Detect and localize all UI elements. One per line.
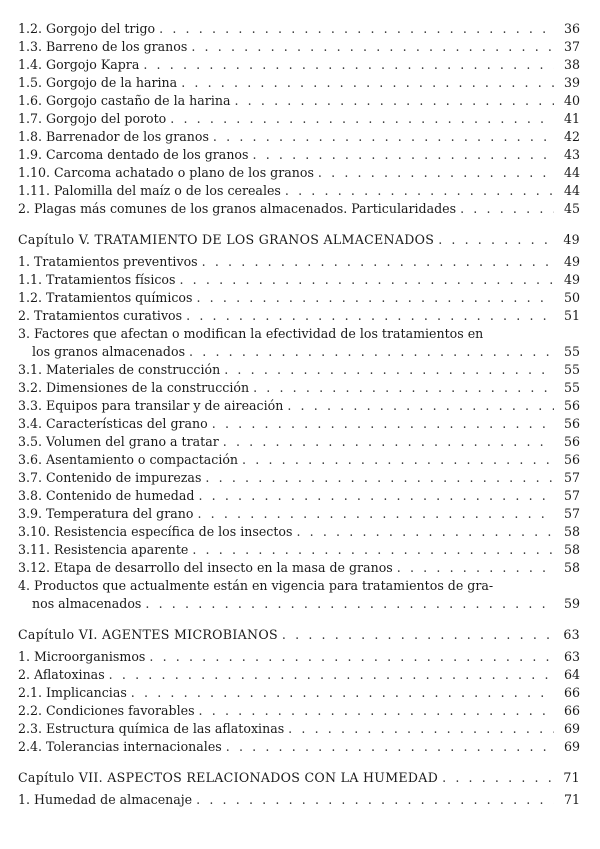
page-number: 64 (563, 667, 580, 682)
dot-leader (186, 307, 554, 325)
toc-entry[interactable] (18, 361, 580, 379)
entry-text: 2. Tratamientos curativos (18, 308, 183, 323)
dot-leader (288, 720, 554, 738)
entry-text: 1.9. Carcoma dentado de los granos (18, 147, 249, 162)
page-number: 55 (563, 380, 580, 395)
page-number: 58 (563, 542, 580, 557)
entry-text: 3.7. Contenido de impurezas (18, 470, 202, 485)
toc-entry[interactable] (18, 164, 580, 182)
toc-entry[interactable] (18, 289, 580, 307)
page-number: 56 (563, 398, 580, 413)
entry-text: 3.4. Características del grano (18, 416, 208, 431)
page-number: 57 (563, 506, 580, 521)
toc-entry[interactable] (18, 523, 580, 541)
toc-entry[interactable] (18, 38, 580, 56)
entry-text: 1.2. Tratamientos químicos (18, 290, 193, 305)
toc-entry[interactable] (18, 433, 580, 451)
page-number: 49 (563, 232, 580, 247)
dot-leader (202, 253, 554, 271)
toc-entry[interactable] (18, 92, 580, 110)
entry-text-line1: 4. Productos que actualmente están en vigencia para tratamientos de gra- (18, 578, 494, 593)
dot-leader (170, 110, 554, 128)
entry-text: 3.2. Dimensiones de la construcción (18, 380, 250, 395)
toc-entry[interactable] (18, 182, 580, 200)
toc-chapter-5[interactable] (18, 231, 580, 249)
dot-leader (224, 361, 554, 379)
dot-leader (253, 379, 554, 397)
chapter-title: Capítulo VI. AGENTES MICROBIANOS (18, 627, 278, 642)
page-number: 59 (563, 596, 580, 611)
toc-entry[interactable] (18, 487, 580, 505)
dot-leader (198, 487, 554, 505)
dot-leader (242, 451, 554, 469)
toc-entry[interactable] (18, 415, 580, 433)
dot-leader (252, 146, 554, 164)
toc-entry[interactable] (18, 791, 580, 809)
toc-entry[interactable] (18, 505, 580, 523)
toc-chapter-7[interactable] (18, 769, 580, 787)
entry-text: 2. Plagas más comunes de los granos almacenados. Particularidades (18, 201, 457, 216)
dot-leader (181, 74, 554, 92)
dot-leader (442, 769, 554, 787)
page-number: 58 (563, 560, 580, 575)
entry-text: 2. Aflatoxinas (18, 667, 105, 682)
page-number: 49 (563, 272, 580, 287)
page-number: 44 (563, 183, 580, 198)
page-number: 69 (563, 739, 580, 754)
entry-text: 2.2. Condiciones favorables (18, 703, 195, 718)
entry-text-line2: nos almacenados (32, 596, 142, 611)
chapter-title: Capítulo VII. ASPECTOS RELACIONADOS CON LA HUMEDAD (18, 770, 439, 785)
page-number: 66 (563, 703, 580, 718)
dot-leader (205, 469, 554, 487)
entry-text: 3.10. Resistencia específica de los insectos (18, 524, 293, 539)
dot-leader (212, 415, 554, 433)
entry-text: 1. Tratamientos preventivos (18, 254, 198, 269)
entry-text: 3.8. Contenido de humedad (18, 488, 195, 503)
dot-leader (199, 702, 554, 720)
toc-entry[interactable] (18, 720, 580, 738)
dot-leader (318, 164, 554, 182)
toc-entry[interactable] (18, 56, 580, 74)
page-number: 66 (563, 685, 580, 700)
page-number: 71 (563, 792, 580, 807)
entry-text: 1.8. Barrenador de los granos (18, 129, 209, 144)
page-number: 44 (563, 165, 580, 180)
dot-leader (287, 397, 554, 415)
toc-entry[interactable] (18, 397, 580, 415)
page-number: 58 (563, 524, 580, 539)
page-number: 56 (563, 452, 580, 467)
toc-entry[interactable] (18, 379, 580, 397)
entry-text: 1. Humedad de almacenaje (18, 792, 193, 807)
toc-entry[interactable] (18, 200, 580, 218)
dot-leader (196, 791, 554, 809)
entry-text: 2.3. Estructura química de las aflatoxinas (18, 721, 285, 736)
entry-text: 1.10. Carcoma achatado o plano de los granos (18, 165, 314, 180)
entry-text: 3.9. Temperatura del grano (18, 506, 194, 521)
toc-entry[interactable] (18, 666, 580, 684)
dot-leader (159, 20, 554, 38)
dot-leader (460, 200, 554, 218)
entry-text: 3.1. Materiales de construcción (18, 362, 221, 377)
entry-text: 1. Microorganismos (18, 649, 146, 664)
dot-leader (213, 128, 554, 146)
page-number: 39 (563, 75, 580, 90)
page-number: 56 (563, 416, 580, 431)
toc-entry[interactable] (18, 110, 580, 128)
toc-group-pests (18, 20, 580, 218)
page-number: 36 (563, 21, 580, 36)
page-number: 45 (563, 201, 580, 216)
dot-leader (131, 684, 554, 702)
dot-leader (143, 56, 554, 74)
toc-entry[interactable] (18, 702, 580, 720)
dot-leader (226, 738, 554, 756)
page-number: 40 (563, 93, 580, 108)
entry-text: 3.12. Etapa de desarrollo del insecto en la masa de granos (18, 560, 393, 575)
dot-leader (109, 666, 554, 684)
entry-text: 1.11. Palomilla del maíz o de los cereales (18, 183, 281, 198)
page-number: 55 (563, 362, 580, 377)
entry-text: 1.6. Gorgojo castaño de la harina (18, 93, 231, 108)
toc-entry-products[interactable] (18, 577, 580, 613)
dot-leader (223, 433, 554, 451)
page-number: 51 (563, 308, 580, 323)
chapter-title: Capítulo V. TRATAMIENTO DE LOS GRANOS ALMACENADOS (18, 232, 435, 247)
dot-leader (196, 289, 554, 307)
entry-text: 2.4. Tolerancias internacionales (18, 739, 222, 754)
toc-entry[interactable] (18, 146, 580, 164)
toc-entry[interactable] (18, 648, 580, 666)
page-number: 57 (563, 488, 580, 503)
dot-leader (192, 541, 554, 559)
entry-text-line1: 3. Factores que afectan o modifican la efectividad de los tratamientos en (18, 326, 484, 341)
toc-entry[interactable] (18, 684, 580, 702)
dot-leader (179, 271, 554, 289)
toc-entry[interactable] (18, 20, 580, 38)
page-number: 49 (563, 254, 580, 269)
dot-leader (285, 182, 554, 200)
entry-text: 1.2. Gorgojo del trigo (18, 21, 156, 36)
toc-entry[interactable] (18, 559, 580, 577)
toc-entry[interactable] (18, 451, 580, 469)
page-number: 71 (563, 770, 580, 785)
toc-entry[interactable] (18, 253, 580, 271)
dot-leader (189, 343, 554, 361)
toc-entry[interactable] (18, 307, 580, 325)
dot-leader (438, 231, 554, 249)
entry-text-line2: los granos almacenados (32, 344, 186, 359)
toc-entry[interactable] (18, 128, 580, 146)
page-number: 55 (563, 344, 580, 359)
entry-text: 3.11. Resistencia aparente (18, 542, 189, 557)
page-number: 41 (563, 111, 580, 126)
dot-leader (234, 92, 554, 110)
toc-entry[interactable] (18, 271, 580, 289)
page-number: 43 (563, 147, 580, 162)
toc-entry[interactable] (18, 541, 580, 559)
toc-chapter-6[interactable] (18, 626, 580, 644)
entry-text: 3.5. Volumen del grano a tratar (18, 434, 219, 449)
toc-entry[interactable] (18, 74, 580, 92)
entry-text: 1.7. Gorgojo del poroto (18, 111, 167, 126)
page-number: 38 (563, 57, 580, 72)
entry-text: 1.1. Tratamientos físicos (18, 272, 176, 287)
entry-text: 1.3. Barreno de los granos (18, 39, 188, 54)
toc-group-humidity (18, 791, 580, 809)
entry-text: 2.1. Implicancias (18, 685, 127, 700)
toc-group-treatments (18, 253, 580, 325)
page-number: 69 (563, 721, 580, 736)
entry-text: 3.3. Equipos para transilar y de aireación (18, 398, 284, 413)
dot-leader (191, 38, 554, 56)
entry-text: 3.6. Asentamiento o compactación (18, 452, 239, 467)
page-number: 63 (563, 627, 580, 642)
entry-text: 1.5. Gorgojo de la harina (18, 75, 178, 90)
page-number: 56 (563, 434, 580, 449)
dot-leader (145, 595, 554, 613)
dot-leader (149, 648, 554, 666)
entry-text: 1.4. Gorgojo Kapra (18, 57, 140, 72)
dot-leader (397, 559, 554, 577)
dot-leader (197, 505, 554, 523)
table-of-contents (18, 20, 580, 809)
page-number: 50 (563, 290, 580, 305)
toc-entry-factors[interactable] (18, 325, 580, 361)
toc-entry[interactable] (18, 738, 580, 756)
page-number: 42 (563, 129, 580, 144)
toc-entry[interactable] (18, 469, 580, 487)
page-number: 63 (563, 649, 580, 664)
dot-leader (296, 523, 554, 541)
page-number: 57 (563, 470, 580, 485)
dot-leader (282, 626, 554, 644)
page-number: 37 (563, 39, 580, 54)
toc-group-microbial (18, 648, 580, 756)
toc-group-factors (18, 361, 580, 577)
